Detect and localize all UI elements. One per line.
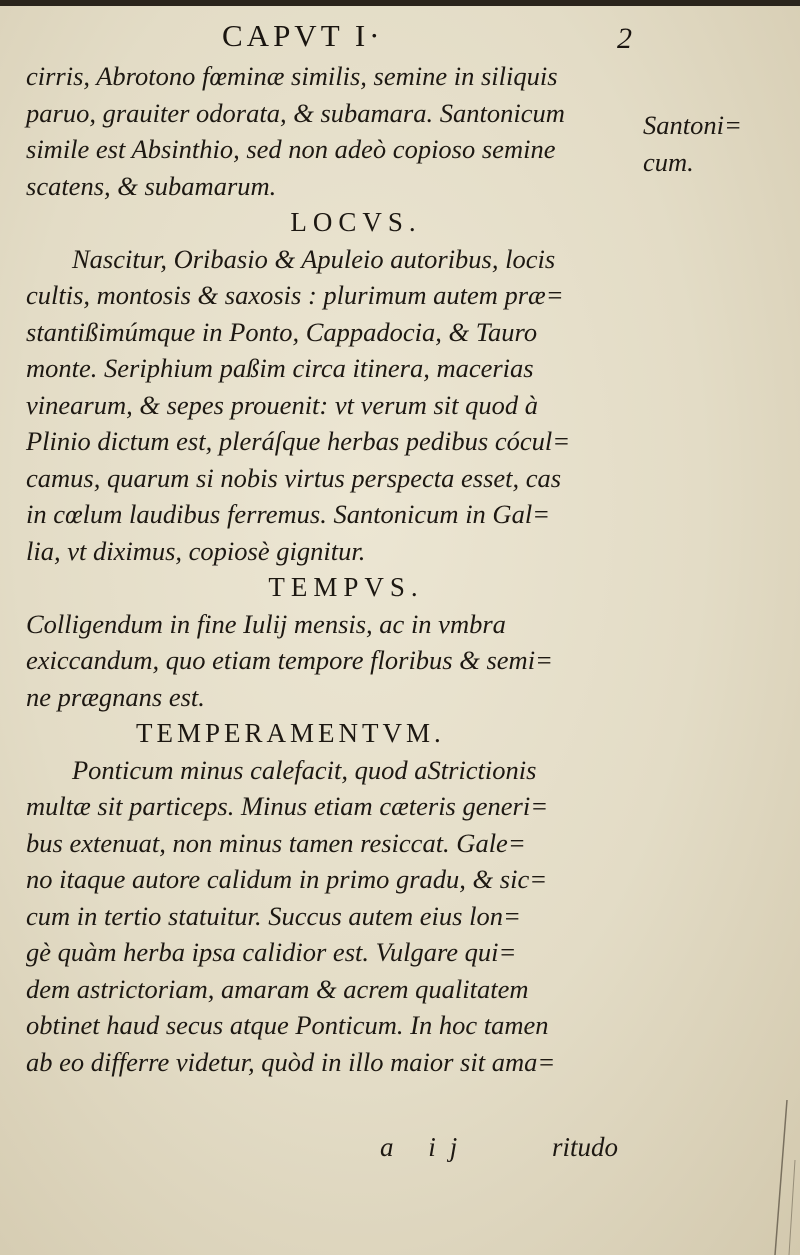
signature-mark: a ij [380,1132,472,1162]
text-line: cum in tertio statuitur. Succus autem eius lon= [26,900,521,931]
text-line: simile est Absinthio, sed non adeò copioso semine [26,134,556,164]
page-edge-shadow [745,1100,800,1255]
text-line: exiccandum, quo etiam tempore floribus & semi= [26,645,553,675]
text-line: camus, quarum si nobis virtus perspecta esset, cas [26,462,562,493]
text-line: Ponticum minus calefacit, quod aStrictionis [72,754,537,785]
section-heading-tempus: TEMPVS. [268,572,424,602]
running-head [0,18,800,58]
text-line: Nascitur, Oribasio & Apuleio autoribus, locis [72,243,556,274]
section-heading-locus: LOCVS. [290,207,422,237]
text-line: Plinio dictum est, pleráſque herbas pedibus cócul= [26,426,571,456]
text-line: cultis, montosis & saxosis : plurimum autem præ= [26,280,564,310]
text-line: multæ sit particeps. Minus etiam cæteris generi= [26,791,549,821]
marginal-note-santonicum: Santoni= [643,110,742,140]
page-footer [380,1132,680,1172]
section-heading-temperamentum: TEMPERAMENTVM. [136,718,445,748]
running-title: CAPVT I· [222,18,384,53]
text-line: lia, vt diximus, copiosè gignitur. [26,535,366,566]
top-page-edge [0,0,800,6]
text-line: in cœlum laudibus ferremus. Santonicum in Gal= [26,499,551,529]
marginal-note-cum: cum. [643,147,694,177]
text-line: vinearum, & sepes prouenit: vt verum sit quod à [26,389,539,420]
text-line: scatens, & subamarum. [26,170,277,201]
text-line: stantißimúmque in Ponto, Cappadocia, & Tauro [26,316,538,347]
page-number: 2 [617,22,632,55]
text-line: Colligendum in fine Iulij mensis, ac in vmbra [26,608,506,639]
catchword: ritudo [552,1132,619,1162]
text-line: ne prægnans est. [26,681,205,712]
text-line: bus extenuat, non minus tamen resiccat. Gale= [26,827,526,858]
text-line: obtinet haud secus atque Ponticum. In hoc tamen [26,1010,549,1040]
text-line: no itaque autore calidum in primo gradu, & sic= [26,864,548,894]
text-line: monte. Seriphium paßim circa itinera, macerias [26,353,534,383]
text-line: gè quàm herba ipsa calidior est. Vulgare qui= [26,937,517,967]
body-text [26,58,646,1080]
text-line: ab eo differre videtur, quòd in illo maior sit ama= [26,1046,556,1077]
text-line: cirris, Abrotono fœminæ similis, semine in siliquis [26,61,558,91]
text-line: paruo, grauiter odorata, & subamara. Santonicum [26,97,565,128]
text-line: dem astrictoriam, amaram & acrem qualitatem [26,973,529,1004]
